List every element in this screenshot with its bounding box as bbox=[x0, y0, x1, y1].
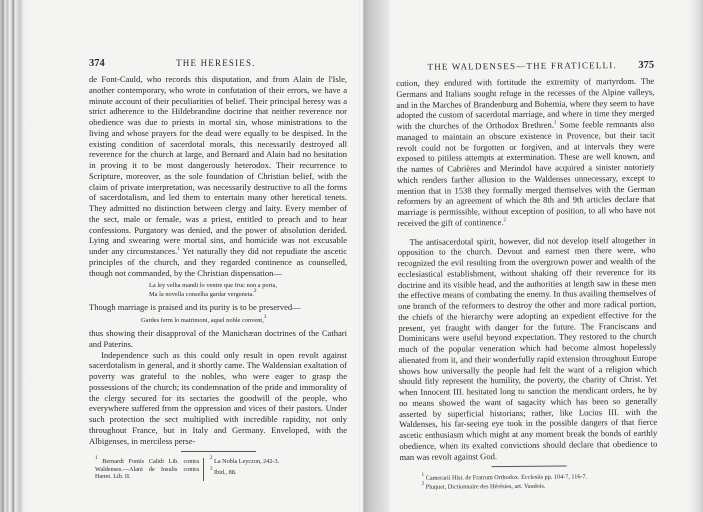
footnote: $^2$ Pluquet, Dictionnaire des Hérésies, art. Vaudois. bbox=[421, 482, 546, 492]
book-page-edges-right bbox=[689, 0, 703, 512]
footnotes bbox=[400, 472, 658, 492]
running-head bbox=[396, 58, 654, 74]
footnote: $^3$ Ibid., 88. bbox=[210, 466, 237, 476]
left-page bbox=[89, 56, 347, 481]
footnote-ref: 1 bbox=[177, 247, 180, 252]
paragraph: thus showing their disapproval of the Manichæan doctrines of the Cathari and Paterins. bbox=[89, 328, 347, 349]
running-title: THE WALDENSES—THE FRATICELLI. bbox=[427, 60, 617, 72]
footnote: $^1$ Bernardi Fontis Calidi Lib. contra Waldenses.—Alani de Insulis contra Hæret. Lib. II. bbox=[89, 458, 204, 481]
right-page bbox=[396, 58, 658, 492]
footnote: $^1$ Camerarii Hist. de Fratrum Orthodox. Ecclesiis pp. 104-7, 116-7. bbox=[421, 473, 588, 483]
book-spine-gutter bbox=[358, 0, 390, 512]
page-number: 375 bbox=[638, 59, 655, 71]
footnotes bbox=[89, 458, 347, 481]
page-number: 374 bbox=[89, 57, 105, 69]
body-text bbox=[396, 76, 657, 462]
footnote-ref: 2 bbox=[503, 217, 507, 223]
body-text bbox=[89, 74, 347, 446]
footnote-ref: 2 bbox=[253, 289, 257, 295]
paragraph: cution, they endured with fortitude the extremity of martyrdom. The Germans and Italians sought refuge in the recesses of the Alpine valleys, and in the Marches of Brandenburg and Bohemia, where they seem to have adopted the custom of sacerdotal marriage, and where in time they merged with the churches of the Orthodox Brethren.$^1$ Some feeble remnants also managed to maintain an obscure existence in Provence, but their tacit revolt could not be forgotten or forgiven, and at intervals they were exposed to pitiless attempts at extermination. These are well known, and the names of Cabrières and Merindol have acquired a sinister notoriety which renders farther allusion to the Waldenses unnecessary, except to mention that in 1538 they formally merged themselves with the German reformers by an agreement of which the 8th and 9th articles declare that marriage is permissible, without exception of position, to all who have not received the gift of continence.$^2$ bbox=[396, 75, 656, 228]
footnote-divider bbox=[491, 466, 566, 468]
footnote-ref: 3 bbox=[263, 315, 267, 320]
verse-quote: Gardes ferm lo matrimoni, aquel noble convent,$^3$ bbox=[141, 315, 267, 324]
footnote-divider bbox=[181, 451, 256, 452]
running-head bbox=[89, 56, 347, 70]
paragraph: Independence such as this could only result in open revolt against sacerdotalism in general, and it shortly came. The Waldensian exaltation of poverty was grateful to the nobles, who were eager to grasp the possessions of the church; its condemnation of the pride and immorality of the clergy secured for its sectaries the goodwill of the people, who everywhere suffered from the oppression and vices of their pastors. Under such protection the sect multiplied with incredible rapidity, not only throughout France, but in Italy and Germany. Enveloped, with the Albigenses, in merciless perse- bbox=[89, 349, 347, 446]
book-page-edges-left bbox=[0, 0, 30, 512]
verse-quote: La ley velha mandi lo ventre que fruc non a porta, Ma la novella conselha gardar vergeneta.$^2$ bbox=[149, 282, 277, 299]
footnote: $^2$ La Nobla Leyczon, 242-3. bbox=[210, 456, 280, 466]
running-title: THE HERESIES. bbox=[176, 58, 256, 68]
paragraph: de Font-Cauld, who records this disputation, and from Alain de l'Isle, another contemporary, who wrote in confutation of their errors, we have a minute account of their peculiarities of belief. Their principal heresy was a strict adherence to the Hildebrandine doctrine that neither reverence nor obedience was due to priests in mortal sin, whose ministrations to the living and whose prayers for the dead were equally to be despised. In the existing condition of sacerdotal morals, this necessarily destroyed all reverence for the church at large, and Bernard and Alain had no hesitation in proving it to be most dangerously heterodox. Their recurrence to Scripture, moreover, as the sole foundation of Christian belief, with the claim of private interpretation, was necessarily destructive to all the forms of sacerdotalism, and led them to entertain many other heretical tenets. They admitted no distinction between clergy and laity. Every member of the sect, male or female, was a priest, entitled to preach and to hear confessions. Purgatory was denied, and the power of absolution derided. Lying and swearing were mortal sins, and homicide was not excusable under any circumstances.$^1$ Yet naturally they did not repudiate the ascetic principles of the church, and they regarded continence as counselled, though not commanded, by the Christian dispensation— bbox=[89, 74, 347, 278]
footnote-ref: 1 bbox=[553, 120, 557, 126]
paragraph: The antisacerdotal spirit, however, did not develop itself altogether in opposition to the church. Devout and earnest men there were, who recognized the evil resulting from the overgrown power and wealth of the ecclesiastical establishment, without shaking off their reverence for its doctrine and its visible head, and the authorities at length saw in these men the effective means of combating the enemy. In thus availing themselves of one branch of the reformers to destroy the other and more radical portion, the chiefs of the hierarchy were adopting an expedient effective for the present, yet fraught with danger for the future. The Franciscans and Dominicans were useful beyond expectation. They restored to the church much of the popular veneration which had become almost hopelessly alienated from it, and their wonderfully rapid extension throughout Europe shows how universally the people had felt the want of a religion which should fitly represent the humility, the poverty, the charity of Christ. Yet when Innocent III. hesitated long to sanction the mendicant orders, he by no means showed the want of sagacity which has been so generally asserted by superficial historians; rather, like Lucius III. with the Waldenses, his far-seeing eye took in the possible dangers of that fierce ascetic enthusiasm which might at any moment break the bonds of earthly obedience, when its exalted convictions should declare that obedience to man was revolt against God. bbox=[397, 234, 658, 462]
paragraph: Though marriage is praised and its purity is to be preserved— bbox=[89, 302, 301, 313]
